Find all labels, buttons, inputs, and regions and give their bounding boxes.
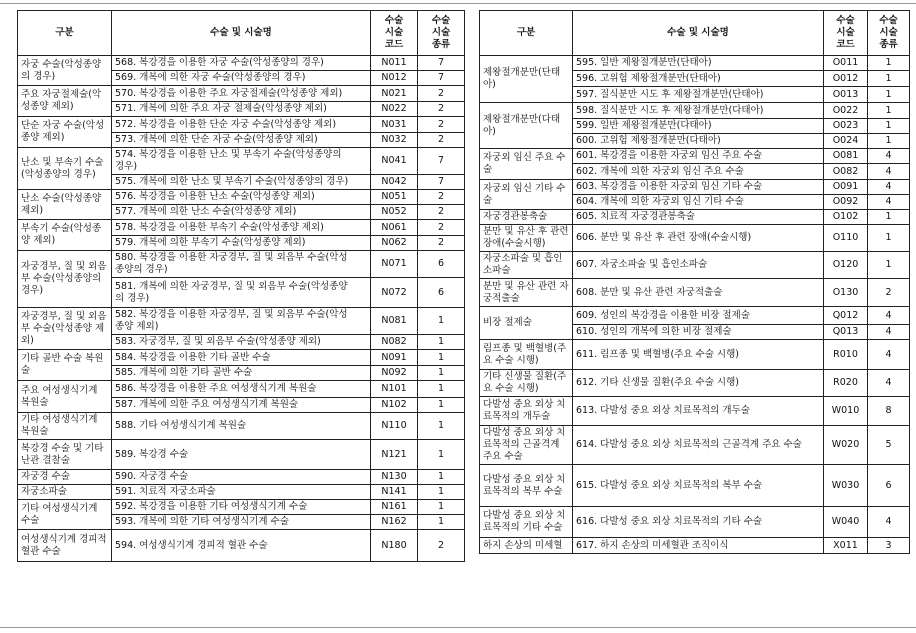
- header-procedure: 수술 및 시술명: [112, 11, 371, 56]
- table-row: [18, 56, 465, 71]
- category-cell: 제왕절개분만(다태아): [480, 103, 573, 149]
- code-cell: N072: [371, 278, 418, 308]
- code-cell: O022: [824, 103, 868, 119]
- count-cell: 7: [418, 175, 465, 190]
- category-cell: 난소 수술(악성종양 제외): [18, 190, 112, 220]
- procedure-cell: 573. 개복에 의한 단순 자궁 수술(악성종양 제외): [112, 133, 371, 148]
- code-cell: O102: [824, 210, 868, 225]
- left-procedure-table: [17, 10, 465, 562]
- procedure-cell: 584. 복강경을 이용한 기타 골반 수술: [112, 350, 371, 366]
- code-cell: N082: [371, 335, 418, 350]
- count-cell: 1: [868, 103, 910, 119]
- table-row: [18, 117, 465, 133]
- table-row: [480, 340, 910, 370]
- table-row: [480, 56, 910, 71]
- code-cell: N062: [371, 236, 418, 251]
- procedure-cell: 605. 치료적 자궁경관봉축술: [573, 210, 824, 225]
- category-cell: 비장 절제술: [480, 307, 573, 340]
- count-cell: 2: [418, 205, 465, 220]
- count-cell: 6: [418, 251, 465, 278]
- table-row: [480, 426, 910, 465]
- category-cell: 주요 자궁절제술(악성종양 제외): [18, 86, 112, 117]
- table-row: [480, 507, 910, 538]
- code-cell: O081: [824, 149, 868, 164]
- procedure-cell: 603. 복강경을 이용한 자궁외 임신 기타 수술: [573, 180, 824, 195]
- code-cell: O024: [824, 134, 868, 149]
- procedure-cell: 578. 복강경을 이용한 부속기 수술(악성종양 제외): [112, 220, 371, 236]
- procedure-cell: 582. 복강경을 이용한 자궁경부, 질 및 외음부 수술(악성 종양 제외): [112, 308, 371, 335]
- table-row: [480, 465, 910, 507]
- count-cell: 2: [868, 279, 910, 307]
- code-cell: W040: [824, 507, 868, 538]
- code-cell: Q012: [824, 307, 868, 325]
- code-cell: N021: [371, 86, 418, 102]
- category-cell: 자궁 수술(악성종양의 경우): [18, 56, 112, 86]
- category-cell: 자궁외 임신 주요 수술: [480, 149, 573, 180]
- table-row: [18, 500, 465, 515]
- procedure-cell: 610. 성인의 개복에 의한 비장 절제술: [573, 325, 824, 340]
- code-cell: N011: [371, 56, 418, 71]
- code-cell: N012: [371, 71, 418, 86]
- procedure-cell: 595. 일반 제왕절개분만(단태아): [573, 56, 824, 71]
- code-cell: O013: [824, 87, 868, 103]
- code-cell: R020: [824, 370, 868, 397]
- count-cell: 4: [868, 180, 910, 195]
- code-cell: N091: [371, 350, 418, 366]
- count-cell: 8: [868, 397, 910, 426]
- table-row: [18, 381, 465, 398]
- count-cell: 1: [418, 500, 465, 515]
- table-row: [480, 307, 910, 325]
- count-cell: 4: [868, 195, 910, 210]
- count-cell: 1: [418, 485, 465, 500]
- header-category: 구분: [18, 11, 112, 56]
- procedure-cell: 594. 여성생식기계 경피적 혈관 수술: [112, 530, 371, 562]
- count-cell: 1: [418, 470, 465, 485]
- header-code: 수술 시술 코드: [371, 11, 418, 56]
- procedure-cell: 614. 다발성 중요 외상 치료목적의 근골격계 주요 수술: [573, 426, 824, 465]
- code-cell: O011: [824, 56, 868, 71]
- table-row: [18, 470, 465, 485]
- table-row: [18, 308, 465, 335]
- procedure-cell: 596. 고위험 제왕절개분만(단태아): [573, 71, 824, 87]
- right-procedure-table: [479, 10, 910, 554]
- count-cell: 1: [868, 225, 910, 252]
- count-cell: 4: [868, 370, 910, 397]
- category-cell: 다발성 중요 외상 치료목적의 개두술: [480, 397, 573, 426]
- category-cell: 자궁경관봉축술: [480, 210, 573, 225]
- count-cell: 1: [868, 87, 910, 103]
- procedure-cell: 580. 복강경을 이용한 자궁경부, 질 및 외음부 수술(악성 종양의 경우): [112, 251, 371, 278]
- category-cell: 분만 및 유산 후 관련 장애(수술시행): [480, 225, 573, 252]
- table-row: [18, 86, 465, 102]
- category-cell: 자궁경부, 질 및 외음부 수술(악성종양의 경우): [18, 251, 112, 308]
- code-cell: O092: [824, 195, 868, 210]
- code-cell: N162: [371, 515, 418, 530]
- category-cell: 기타 신생물 질환(주요 수술 시행): [480, 370, 573, 397]
- category-cell: 하지 손상의 미세혈: [480, 538, 573, 554]
- category-cell: 기타 여성생식기계 수술: [18, 500, 112, 530]
- table-row: [480, 370, 910, 397]
- category-cell: 다발성 중요 외상 치료목적의 복부 수술: [480, 465, 573, 507]
- header-code: 수술 시술 코드: [824, 11, 868, 56]
- procedure-cell: 575. 개복에 의한 난소 및 부속기 수술(악성종양의 경우): [112, 175, 371, 190]
- procedure-cell: 586. 복강경을 이용한 주요 여성생식기계 복원술: [112, 381, 371, 398]
- code-cell: N032: [371, 133, 418, 148]
- right-table-wrapper: [479, 10, 909, 554]
- procedure-cell: 599. 일반 제왕절개분만(다태아): [573, 119, 824, 134]
- count-cell: 2: [418, 530, 465, 562]
- category-cell: 자궁소파술 및 흡인소파술: [480, 252, 573, 279]
- table-row: [18, 190, 465, 205]
- code-cell: N101: [371, 381, 418, 398]
- category-cell: 제왕절개분만(단태아): [480, 56, 573, 103]
- code-cell: O120: [824, 252, 868, 279]
- table-row: [480, 397, 910, 426]
- code-cell: N061: [371, 220, 418, 236]
- procedure-cell: 585. 개복에 의한 기타 골반 수술: [112, 366, 371, 381]
- code-cell: N081: [371, 308, 418, 335]
- table-row: [18, 530, 465, 562]
- count-cell: 1: [868, 119, 910, 134]
- category-cell: 기타 골반 수술 복원술: [18, 350, 112, 381]
- procedure-cell: 583. 자궁경부, 질 및 외음부 수술(악성종양 제외): [112, 335, 371, 350]
- category-cell: 주요 여성생식기계 복원술: [18, 381, 112, 413]
- code-cell: W010: [824, 397, 868, 426]
- category-cell: 난소 및 부속기 수술(악성종양의 경우): [18, 148, 112, 190]
- category-cell: 자궁소파술: [18, 485, 112, 500]
- header-count: 수술 시술 종류: [418, 11, 465, 56]
- category-cell: 다발성 중요 외상 치료목적의 기타 수술: [480, 507, 573, 538]
- code-cell: O130: [824, 279, 868, 307]
- code-cell: N031: [371, 117, 418, 133]
- procedure-cell: 587. 개복에 의한 주요 여성생식기계 복원술: [112, 398, 371, 413]
- code-cell: N041: [371, 148, 418, 175]
- count-cell: 1: [868, 56, 910, 71]
- code-cell: W020: [824, 426, 868, 465]
- count-cell: 4: [868, 307, 910, 325]
- count-cell: 1: [868, 210, 910, 225]
- count-cell: 6: [868, 465, 910, 507]
- category-cell: 림프종 및 백혈병(주요 수술 시행): [480, 340, 573, 370]
- code-cell: N092: [371, 366, 418, 381]
- code-cell: N130: [371, 470, 418, 485]
- table-row: [480, 103, 910, 119]
- table-row: [18, 220, 465, 236]
- category-cell: 분만 및 유산 관련 자궁적출술: [480, 279, 573, 307]
- code-cell: N141: [371, 485, 418, 500]
- procedure-cell: 581. 개복에 의한 자궁경부, 질 및 외음부 수술(악성종양 의 경우): [112, 278, 371, 308]
- table-row: [18, 440, 465, 470]
- count-cell: 3: [868, 538, 910, 554]
- code-cell: X011: [824, 538, 868, 554]
- count-cell: 2: [418, 236, 465, 251]
- count-cell: 1: [868, 71, 910, 87]
- count-cell: 1: [418, 398, 465, 413]
- count-cell: 1: [418, 413, 465, 440]
- code-cell: N180: [371, 530, 418, 562]
- procedure-cell: 615. 다발성 중요 외상 치료목적의 복부 수술: [573, 465, 824, 507]
- procedure-cell: 611. 림프종 및 백혈병(주요 수술 시행): [573, 340, 824, 370]
- count-cell: 4: [868, 325, 910, 340]
- code-cell: N052: [371, 205, 418, 220]
- category-cell: 자궁경부, 질 및 외음부 수술(악성종양 제외): [18, 308, 112, 350]
- category-cell: 자궁경 수술: [18, 470, 112, 485]
- table-row: [18, 251, 465, 278]
- procedure-cell: 612. 기타 신생물 질환(주요 수술 시행): [573, 370, 824, 397]
- code-cell: O082: [824, 164, 868, 180]
- code-cell: N051: [371, 190, 418, 205]
- procedure-cell: 608. 분만 및 유산 관련 자궁적출술: [573, 279, 824, 307]
- table-row: [18, 485, 465, 500]
- count-cell: 1: [868, 252, 910, 279]
- table-row: [18, 413, 465, 440]
- code-cell: N110: [371, 413, 418, 440]
- header-count: 수술 시술 종류: [868, 11, 910, 56]
- count-cell: 2: [418, 190, 465, 205]
- code-cell: O110: [824, 225, 868, 252]
- procedure-cell: 607. 자궁소파술 및 흡인소파술: [573, 252, 824, 279]
- count-cell: 2: [418, 220, 465, 236]
- count-cell: 1: [418, 350, 465, 366]
- procedure-cell: 591. 치료적 자궁소파술: [112, 485, 371, 500]
- code-cell: O091: [824, 180, 868, 195]
- procedure-cell: 597. 질식분만 시도 후 제왕절개분만(단태아): [573, 87, 824, 103]
- procedure-cell: 570. 복강경을 이용한 주요 자궁절제술(악성종양 제외): [112, 86, 371, 102]
- header-row: [480, 11, 910, 56]
- count-cell: 2: [418, 102, 465, 117]
- procedure-cell: 600. 고위험 제왕절개분만(다태아): [573, 134, 824, 149]
- procedure-cell: 569. 개복에 의한 자궁 수술(악성종양의 경우): [112, 71, 371, 86]
- procedure-cell: 598. 질식분만 시도 후 제왕절개분만(다태아): [573, 103, 824, 119]
- count-cell: 2: [418, 133, 465, 148]
- procedure-cell: 609. 성인의 복강경을 이용한 비장 절제술: [573, 307, 824, 325]
- code-cell: Q013: [824, 325, 868, 340]
- left-table-wrapper: [17, 10, 464, 562]
- procedure-cell: 579. 개복에 의한 부속기 수술(악성종양 제외): [112, 236, 371, 251]
- count-cell: 6: [418, 278, 465, 308]
- count-cell: 1: [418, 308, 465, 335]
- code-cell: N022: [371, 102, 418, 117]
- code-cell: N102: [371, 398, 418, 413]
- procedure-cell: 589. 복강경 수술: [112, 440, 371, 470]
- bottom-rule: [0, 627, 916, 628]
- table-row: [480, 210, 910, 225]
- count-cell: 1: [418, 515, 465, 530]
- table-row: [480, 279, 910, 307]
- header-row: [18, 11, 465, 56]
- category-cell: 부속기 수술(악성종양 제외): [18, 220, 112, 251]
- procedure-cell: 602. 개복에 의한 자궁외 임신 주요 수술: [573, 164, 824, 180]
- count-cell: 5: [868, 426, 910, 465]
- code-cell: N071: [371, 251, 418, 278]
- procedure-cell: 588. 기타 여성생식기계 복원술: [112, 413, 371, 440]
- count-cell: 1: [418, 381, 465, 398]
- count-cell: 1: [868, 134, 910, 149]
- count-cell: 2: [418, 117, 465, 133]
- table-row: [18, 350, 465, 366]
- procedure-cell: 613. 다발성 중요 외상 치료목적의 개두술: [573, 397, 824, 426]
- procedure-cell: 572. 복강경을 이용한 단순 자궁 수술(악성종양 제외): [112, 117, 371, 133]
- count-cell: 7: [418, 71, 465, 86]
- table-row: [480, 180, 910, 195]
- count-cell: 7: [418, 148, 465, 175]
- procedure-cell: 606. 분만 및 유산 후 관련 장애(수술시행): [573, 225, 824, 252]
- procedure-cell: 616. 다발성 중요 외상 치료목적의 기타 수술: [573, 507, 824, 538]
- count-cell: 4: [868, 164, 910, 180]
- count-cell: 4: [868, 340, 910, 370]
- code-cell: O023: [824, 119, 868, 134]
- procedure-cell: 568. 복강경을 이용한 자궁 수술(악성종양의 경우): [112, 56, 371, 71]
- count-cell: 4: [868, 149, 910, 164]
- category-cell: 단순 자궁 수술(악성종양 제외): [18, 117, 112, 148]
- code-cell: N161: [371, 500, 418, 515]
- table-row: [480, 225, 910, 252]
- procedure-cell: 574. 복강경을 이용한 난소 및 부속기 수술(악성종양의 경우): [112, 148, 371, 175]
- count-cell: 2: [418, 86, 465, 102]
- count-cell: 1: [418, 335, 465, 350]
- procedure-cell: 601. 복강경을 이용한 자궁외 임신 주요 수술: [573, 149, 824, 164]
- table-row: [480, 538, 910, 554]
- category-cell: 여성생식기계 경피적 혈관 수술: [18, 530, 112, 562]
- header-procedure: 수술 및 시술명: [573, 11, 824, 56]
- header-category: 구분: [480, 11, 573, 56]
- table-row: [18, 148, 465, 175]
- count-cell: 7: [418, 56, 465, 71]
- procedure-cell: 576. 복강경을 이용한 난소 수술(악성종양 제외): [112, 190, 371, 205]
- table-row: [480, 149, 910, 164]
- top-rule: [0, 3, 916, 4]
- procedure-cell: 577. 개복에 의한 난소 수술(악성종양 제외): [112, 205, 371, 220]
- code-cell: N042: [371, 175, 418, 190]
- category-cell: 자궁외 임신 기타 수술: [480, 180, 573, 210]
- count-cell: 4: [868, 507, 910, 538]
- procedure-cell: 592. 복강경을 이용한 기타 여성생식기계 수술: [112, 500, 371, 515]
- count-cell: 1: [418, 440, 465, 470]
- category-cell: 기타 여성생식기계 복원술: [18, 413, 112, 440]
- code-cell: O012: [824, 71, 868, 87]
- procedure-cell: 604. 개복에 의한 자궁외 임신 기타 수술: [573, 195, 824, 210]
- procedure-cell: 571. 개복에 의한 주요 자궁 절제술(악성종양 제외): [112, 102, 371, 117]
- procedure-cell: 593. 개복에 의한 기타 여성생식기계 수술: [112, 515, 371, 530]
- count-cell: 1: [418, 366, 465, 381]
- code-cell: W030: [824, 465, 868, 507]
- procedure-cell: 617. 하지 손상의 미세혈관 조직이식: [573, 538, 824, 554]
- code-cell: N121: [371, 440, 418, 470]
- table-row: [480, 252, 910, 279]
- category-cell: 다발성 중요 외상 치료목적의 근골격계 주요 수술: [480, 426, 573, 465]
- category-cell: 복강경 수술 및 기타 난관 결찰술: [18, 440, 112, 470]
- procedure-cell: 590. 자궁경 수술: [112, 470, 371, 485]
- code-cell: R010: [824, 340, 868, 370]
